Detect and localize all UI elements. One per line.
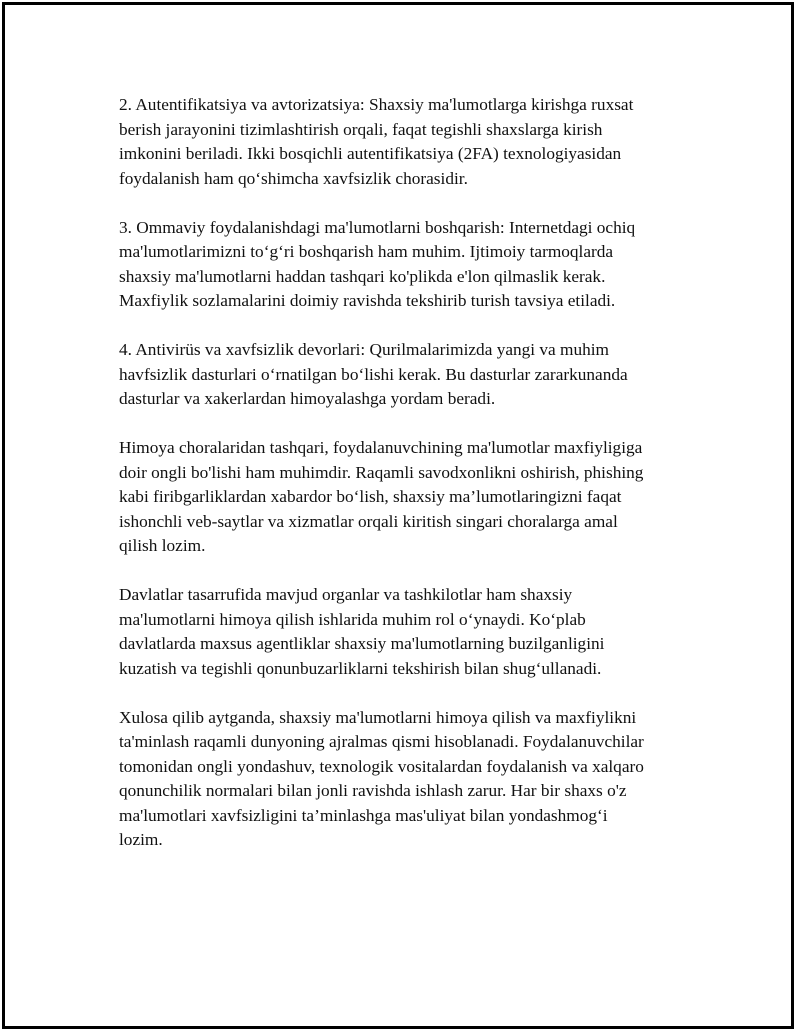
text-line: 4. Antivirüs va xavfsizlik devorlari: Qurilmalarimizda yangi va muhim — [119, 340, 610, 359]
text-line: shaxsiy ma'lumotlarni haddan tashqari ko'plikda e'lon qilmaslik kerak. — [119, 266, 606, 286]
text-line: qonunchilik normalari bilan jonli ravishda ishlash zarur. Har bir shaxs o'z — [119, 781, 627, 800]
text-line: imkonini beriladi. Ikki bosqichli autentifikatsiya (2FA) texnologiyasidan — [119, 144, 622, 163]
paragraph-antivirus — [119, 338, 684, 412]
text-line: foydalanish ham qo‘shimcha xavfsizlik chorasidir. — [119, 168, 468, 188]
paragraph-public-data — [119, 216, 684, 314]
text-line: ma'lumotlarni himoya qilish ishlarida muhim rol o‘ynaydi. Ko‘plab — [119, 609, 586, 629]
paragraph-authentication — [119, 93, 684, 191]
text-line: tomonidan ongli yondashuv, texnologik vositalardan foydalanish va xalqaro — [119, 756, 644, 776]
text-line: Maxfiylik sozlamalarini doimiy ravishda tekshirib turish tavsiya etiladi. — [119, 291, 616, 310]
paragraph-conclusion — [119, 706, 684, 853]
text-line: lozim. — [119, 830, 163, 849]
text-line: doir ongli bo'lishi ham muhimdir. Raqamli savodxonlikni oshirish, phishing — [119, 462, 644, 482]
text-line: kabi firibgarliklardan xabardor bo‘lish, shaxsiy ma’lumotlaringizni faqat — [119, 487, 622, 506]
text-line: berish jarayonini tizimlashtirish orqali, faqat tegishli shaxslarga kirish — [119, 119, 603, 139]
text-line: ma'lumotlari xavfsizligini ta’minlashga mas'uliyat bilan yondashmog‘i — [119, 805, 608, 825]
text-line: ishonchli veb-saytlar va xizmatlar orqali kiritish singari choralarga amal — [119, 511, 618, 531]
text-line: havfsizlik dasturlari o‘rnatilgan bo‘lishi kerak. Bu dasturlar zararkunanda — [119, 364, 628, 384]
document-body — [119, 93, 684, 877]
text-line: Himoya choralaridan tashqari, foydalanuvchining ma'lumotlar maxfiyligiga — [119, 438, 643, 457]
text-line: ta'minlash raqamli dunyoning ajralmas qismi hisoblanadi. Foydalanuvchilar — [119, 732, 644, 751]
text-line: 2. Autentifikatsiya va avtorizatsiya: Shaxsiy ma'lumotlarga kirishga ruxsat — [119, 95, 634, 114]
text-line: dasturlar va xakerlardan himoyalashga yordam beradi. — [119, 389, 496, 408]
paragraph-government-agencies — [119, 583, 684, 681]
text-line: davlatlarda maxsus agentliklar shaxsiy ma'lumotlarning buzilganligini — [119, 634, 605, 653]
paragraph-user-awareness — [119, 436, 684, 559]
text-line: qilish lozim. — [119, 536, 206, 555]
text-line: 3. Ommaviy foydalanishdagi ma'lumotlarni boshqarish: Internetdagi ochiq — [119, 217, 636, 237]
text-line: Davlatlar tasarrufida mavjud organlar va tashkilotlar ham shaxsiy — [119, 585, 573, 604]
text-line: kuzatish va tegishli qonunbuzarliklarni tekshirish bilan shug‘ullanadi. — [119, 658, 602, 678]
text-line: ma'lumotlarimizni to‘g‘ri boshqarish ham muhim. Ijtimoiy tarmoqlarda — [119, 242, 614, 261]
text-line: Xulosa qilib aytganda, shaxsiy ma'lumotlarni himoya qilish va maxfiylikni — [119, 707, 637, 727]
